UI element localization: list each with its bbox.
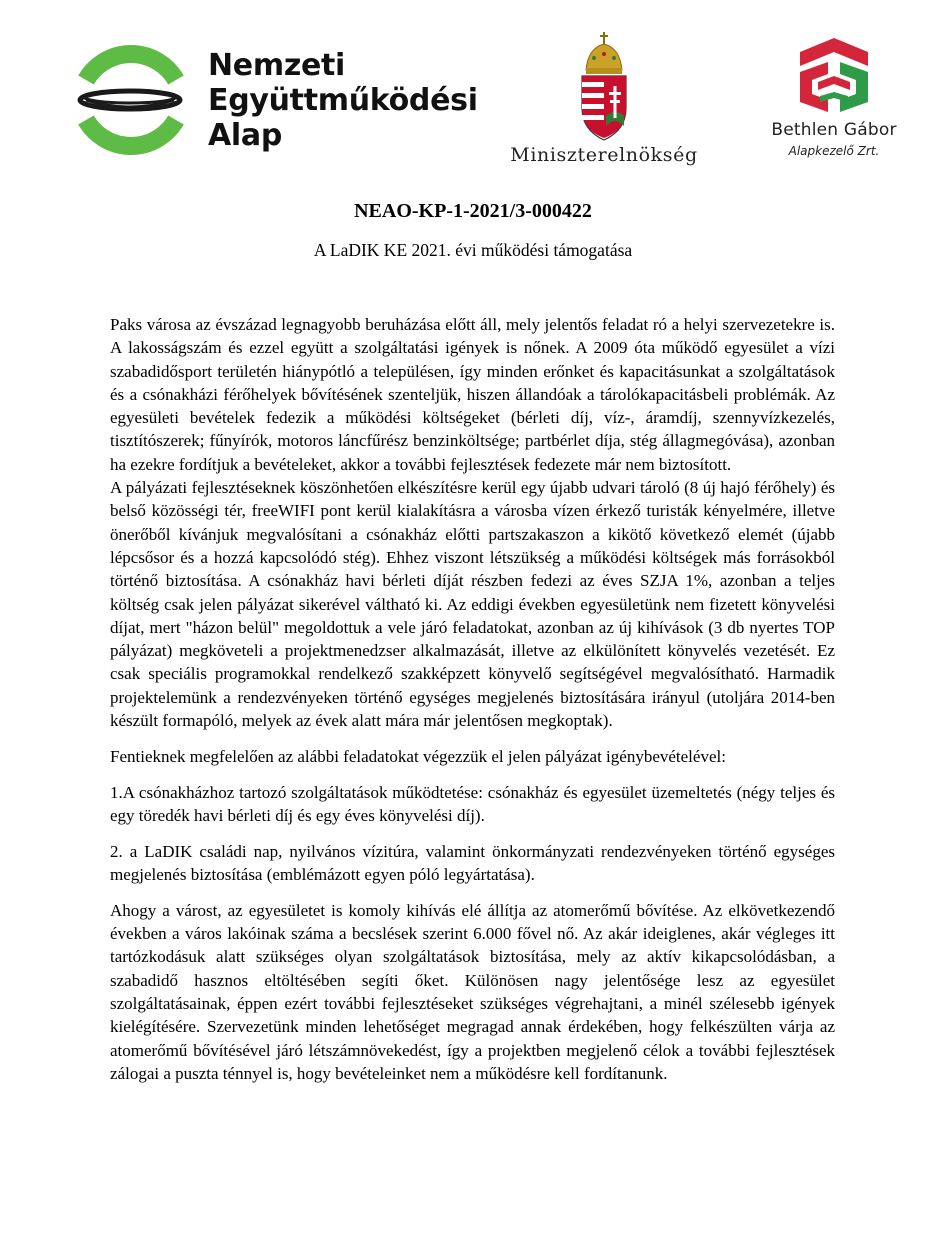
- document-body: [110, 313, 835, 1085]
- nea-ring-icon: [66, 34, 196, 164]
- ministry-label: Miniszterelnökség: [510, 144, 698, 166]
- ministry-logo: [494, 30, 714, 170]
- bga-emblem-icon: [798, 36, 870, 114]
- coat-of-arms-icon: [578, 30, 630, 142]
- bga-logo: [764, 36, 904, 166]
- nea-line-1: Nemzeti: [208, 48, 346, 83]
- bga-name: Bethlen Gábor: [771, 120, 897, 140]
- nea-logo-text: [208, 48, 478, 153]
- document-subtitle: A LaDIK KE 2021. évi működési támogatása: [313, 240, 633, 260]
- document-id: NEAO-KP-1-2021/3-000422: [354, 200, 592, 222]
- paragraph-5: 2. a LaDIK családi nap, nyilvános vízitúra, valamint önkormányzati rendezvényeken történő egységes megjelenés biztosítása (emblémázott egyen póló legyártatása).: [110, 841, 835, 885]
- paragraph-4: 1.A csónakházhoz tartozó szolgáltatások működtetése: csónakház és egyesület üzemeltetés (négy teljes és egy töredék havi bérleti díj és egy éves könyvelési díj).: [110, 782, 835, 825]
- paragraph-2: A pályázati fejlesztéseknek köszönhetően elkészítésre kerül egy újabb udvari tároló (8 új hajó férőhely) és belső közösségi tér, freeWIFI pont kerül kialakításra a városba vízen érkező turisták kényelmére, illetve önerőből kívánjuk megvalósítani a csónakház előtti partszakaszon a kikötő következő elemét (újabb lépcsősor és a hozzá kapcsolódó stég). Ehhez viszont létszükség a működési költségek más forrásokból történő biztosítása. A csónakház havi bérleti díját részben fedezi az éves SZJA 1%, azonban a teljes költség csak jelen pályázat sikerével váltható ki. Az eddigi években egyesületünk nem fizetett könyvelési díjat, mert "házon belül" megoldottuk a vele járó feladatokat, azonban az új kihívások (3 db nyertes TOP pályázat) megköveteli a projektmenedzser alkalmazását, illetve az elkülönített könyvelés vezetését. Ez csak speciális programokkal rendelkező szakképzett könyvelő segítségével megvalósítható. Harmadik projektelemünk a rendezvényeken történő egységes megjelenés biztosítására irányul (utoljára 2014-ben készült formapóló, melyek az évek alatt mára már jelentősen megkoptak).: [110, 478, 835, 731]
- paragraph-1: Paks városa az évszázad legnagyobb beruházása előtt áll, mely jelentős feladat ró a helyi szervezetekre is. A lakosságszám és ezzel együtt a szolgáltatási igények is nőnek. A 2009 óta működő egyesület a vízi szabadidősport területén hiánypótló a településen, így minden erőnket és kapacitásunkat a szolgáltatások és a csónakházi férőhelyek bővítésének szenteljük, hiszen állandóak a tárolókapacitásbeli problémák. Az egyesületi bevételek fedezik a működési költségeket (bérleti díj, víz-, áramdíj, szennyvízkezelés, tisztítószerek; fűnyírók, motoros láncfűrész benzinköltsége; partbérlet díja, stég állagmegóvása), azonban ha ezekre fordítjuk a bevételeket, akkor a további fejlesztések fedezete már nem biztosított.: [110, 315, 835, 474]
- paragraph-6: Ahogy a várost, az egyesületet is komoly kihívás elé állítja az atomerőmű bővítése. Az elkövetkezendő években a város lakóinak száma a becslések szerint 6.000 fővel nő. Az akár ideiglenes, akár végleges itt tartózkodásuk alatt szükséges olyan szolgáltatások biztosítása, mely az aktív kikapcsolódásban, a szabadidő hasznos eltöltésében segíti őket. Különösen nagy jelentősége lesz az egyesület szolgáltatásainak, éppen ezért további fejlesztéseket szükséges végrehajtani, a minél szélesebb igények kielégítésére. Szervezetünk minden lehetőséget megragad annak érdekében, hogy felkészülten várja az atomerőmű bővítésével járó létszámnövekedést, így a projektben megjelenő célok a további fejlesztések zálogai a puszta ténnyel is, hogy bevételeinket nem a működésre kell fordítanunk.: [110, 900, 835, 1083]
- bga-subtitle: Alapkezelő Zrt.: [788, 144, 880, 158]
- nea-line-2: Együttműködési: [208, 83, 478, 118]
- nea-logo: [66, 34, 486, 164]
- paragraph-3: Fentieknek megfelelően az alábbi feladatokat végezzük el jelen pályázat igénybevételével:: [110, 746, 726, 766]
- nea-line-3: Alap: [208, 118, 283, 153]
